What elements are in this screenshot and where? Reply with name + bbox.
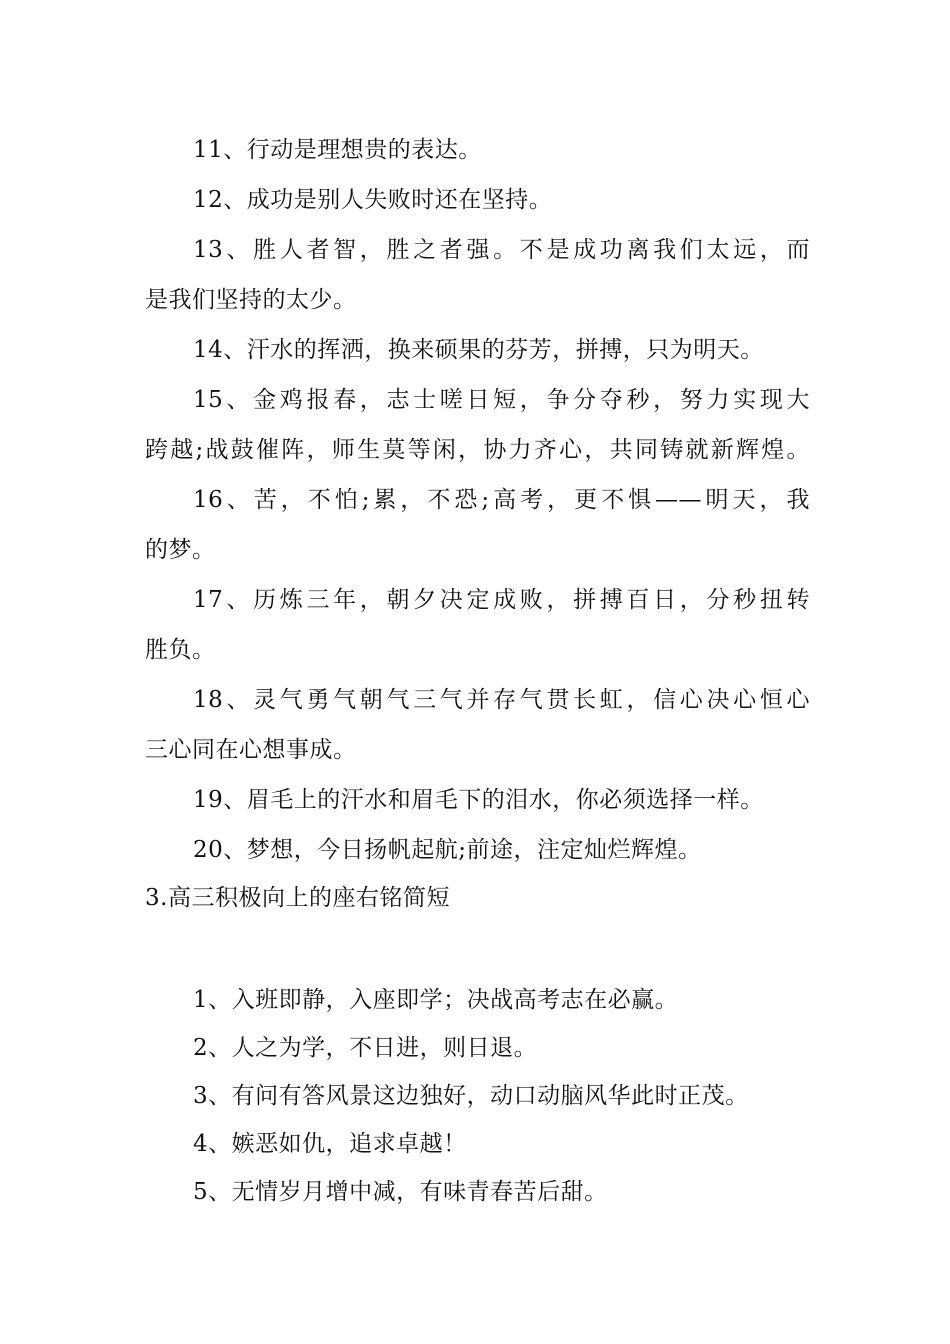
list-item-continuation: 的梦。 [145,537,216,563]
list-item: 16、苦，不怕;累，不恐;高考，更不惧——明天，我 [193,487,810,513]
list-item: 1、入班即静，入座即学；决战高考志在必赢。 [193,987,679,1013]
list-item: 14、汗水的挥洒，换来硕果的芬芳，拼搏，只为明天。 [193,337,764,363]
list-item-continuation: 跨越;战鼓催阵，师生莫等闲，协力齐心，共同铸就新辉煌。 [145,437,810,463]
list-item: 19、眉毛上的汗水和眉毛下的泪水，你必须选择一样。 [193,787,764,813]
list-item: 2、人之为学，不日进，则日退。 [193,1035,538,1061]
list-item: 20、梦想，今日扬帆起航;前途，注定灿烂辉煌。 [193,837,702,863]
section-heading: 3.高三积极向上的座右铭简短 [145,885,450,911]
list-item: 11、行动是理想贵的表达。 [193,137,482,163]
list-item: 12、成功是别人失败时还在坚持。 [193,187,553,213]
list-item: 15、金鸡报春，志士嗟日短，争分夺秒，努力实现大 [193,387,810,413]
list-item: 18、灵气勇气朝气三气并存气贯长虹，信心决心恒心 [193,687,810,713]
list-item-continuation: 胜负。 [145,637,216,663]
list-item: 17、历炼三年，朝夕决定成败，拼搏百日，分秒扭转 [193,587,810,613]
list-item: 13、胜人者智，胜之者强。不是成功离我们太远，而 [193,237,810,263]
list-item-continuation: 是我们坚持的太少。 [145,287,357,313]
list-item: 4、嫉恶如仇，追求卓越！ [193,1131,467,1157]
list-item: 5、无情岁月增中减，有味青春苦后甜。 [193,1179,608,1205]
list-item-continuation: 三心同在心想事成。 [145,737,357,763]
list-item: 3、有问有答风景这边独好，动口动脑风华此时正茂。 [193,1083,749,1109]
